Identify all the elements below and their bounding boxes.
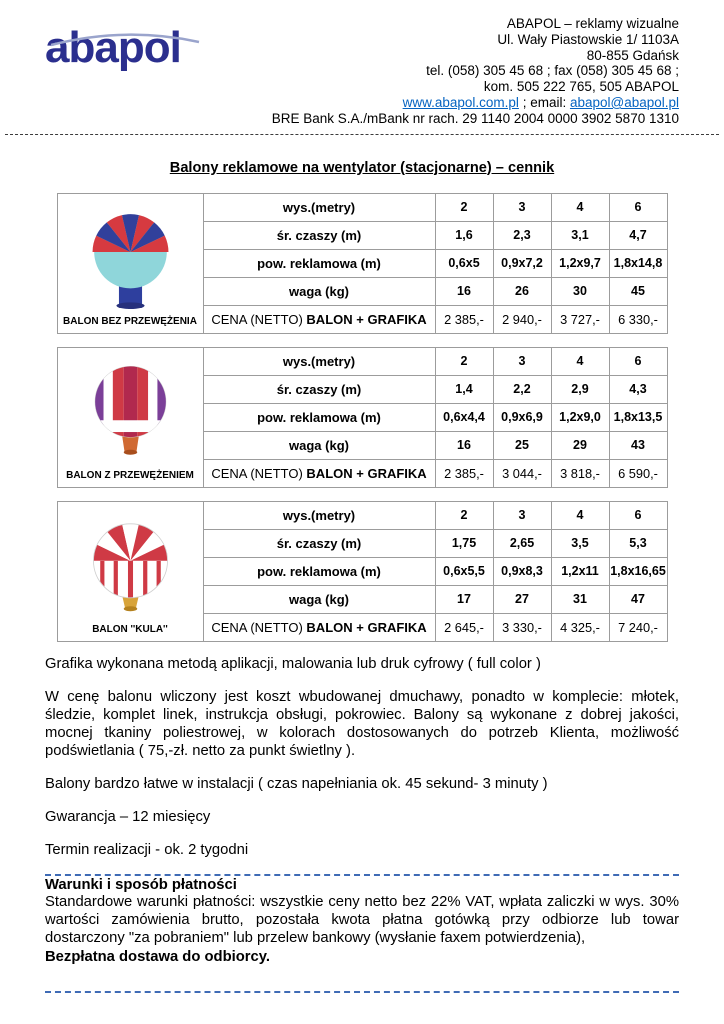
value-cell: 26 — [493, 277, 551, 305]
row-label-cell: wys.(metry) — [203, 193, 435, 221]
value-cell: 2,9 — [551, 375, 609, 403]
city-line: 80-855 Gdańsk — [586, 47, 679, 63]
value-cell: 1,6 — [435, 221, 493, 249]
row-label-cell: śr. czaszy (m) — [203, 529, 435, 557]
table-row — [57, 193, 667, 221]
balloon-label: BALON ''KULA'' — [92, 624, 168, 636]
table-row — [57, 347, 667, 375]
row-label-cell — [203, 459, 435, 487]
balloon2-image — [80, 348, 181, 470]
value-cell: 30 — [551, 277, 609, 305]
row-label-prefix: CENA (NETTO) — [211, 311, 307, 327]
balloon1-image — [81, 194, 180, 316]
paragraph-cena-balonu: W cenę balonu wliczony jest koszt wbudowanej dmuchawy, ponadto w komplecie: młotek, śledzie, komplet linek, instrukcja obsługi, pokrowiec. Balony są wykonane z dobrej jakości, mocnej tkaniny poliestrowej, w kolorach dostosowanych do potrzeb Klienta, możliwość podświetlania ( 75,-zł. netto za punkt świetlny ). — [45, 688, 679, 759]
value-cell: 4 — [551, 347, 609, 375]
logo-swoosh-icon — [47, 32, 203, 48]
row-label-cell: waga (kg) — [203, 585, 435, 613]
header-separator-line — [5, 134, 719, 135]
payment-terms-text: Standardowe warunki płatności: wszystkie ceny netto bez 22% VAT, wpłata zaliczki w wys. 30% wartości zamówienia brutto, pozostała kwota płatna gotówką przy odbiorze lub towar dostarczony "za pobraniem" lub przelew bankowy (wysłanie faxem potwierdzenia), — [45, 893, 679, 947]
email-link[interactable]: abapol@abapol.pl — [569, 94, 679, 110]
street-line: Ul. Wały Piastowskie 1/ 1103A — [497, 31, 679, 47]
row-label-cell: śr. czaszy (m) — [203, 375, 435, 403]
links-line — [272, 95, 679, 111]
links-separator-text: ; email: — [518, 94, 570, 110]
paragraph-termin-realizacji: Termin realizacji - ok. 2 tygodni — [45, 841, 249, 858]
value-cell: 3 818,- — [551, 459, 609, 487]
value-cell: 2,3 — [493, 221, 551, 249]
row-label-prefix: CENA (NETTO) — [211, 619, 307, 635]
value-cell: 1,4 — [435, 375, 493, 403]
value-cell: 16 — [435, 431, 493, 459]
value-cell: 0,9x6,9 — [493, 403, 551, 431]
value-cell: 27 — [493, 585, 551, 613]
value-cell: 0,9x8,3 — [493, 557, 551, 585]
value-cell: 1,2x11 — [551, 557, 609, 585]
value-cell: 2,2 — [493, 375, 551, 403]
row-label-cell: pow. reklamowa (m) — [203, 249, 435, 277]
value-cell: 43 — [609, 431, 667, 459]
balloon-cell — [57, 501, 203, 641]
balloon3-image — [80, 502, 181, 624]
value-cell: 3,1 — [551, 221, 609, 249]
row-label-cell: pow. reklamowa (m) — [203, 403, 435, 431]
value-cell: 2 385,- — [435, 459, 493, 487]
row-label-cell: wys.(metry) — [203, 347, 435, 375]
value-cell: 2 385,- — [435, 305, 493, 333]
row-label-cell: pow. reklamowa (m) — [203, 557, 435, 585]
value-cell: 6 590,- — [609, 459, 667, 487]
row-label-prefix: CENA (NETTO) — [211, 465, 307, 481]
price-table-balon-kula — [45, 501, 679, 642]
paragraph-instalacja: Balony bardzo łatwe w instalacji ( czas napełniania ok. 45 sekund- 3 minuty ) — [45, 775, 548, 792]
value-cell: 31 — [551, 585, 609, 613]
value-cell: 6 — [609, 347, 667, 375]
paragraph-grafika: Grafika wykonana metodą aplikacji, malowania lub druk cyfrowy ( full color ) — [45, 655, 541, 672]
row-label-cell: waga (kg) — [203, 277, 435, 305]
payment-heading: Warunki i sposób płatności — [45, 876, 237, 893]
company-name-line: ABAPOL – reklamy wizualne — [506, 16, 679, 31]
logo-text: abapol — [45, 23, 181, 72]
row-label-cell — [203, 613, 435, 641]
table-row — [57, 501, 667, 529]
row-label-cell — [203, 305, 435, 333]
value-cell: 47 — [609, 585, 667, 613]
value-cell: 2,65 — [493, 529, 551, 557]
paragraph-gwarancja: Gwarancja – 12 miesięcy — [45, 808, 211, 825]
value-cell: 0,6x5,5 — [435, 557, 493, 585]
row-label-cell: wys.(metry) — [203, 501, 435, 529]
value-cell: 0,6x5 — [435, 249, 493, 277]
row-label-bold: BALON + GRAFIKA — [306, 619, 427, 635]
value-cell: 1,2x9,0 — [551, 403, 609, 431]
value-cell: 3,5 — [551, 529, 609, 557]
value-cell: 16 — [435, 277, 493, 305]
value-cell: 3 — [493, 501, 551, 529]
value-cell: 0,6x4,4 — [435, 403, 493, 431]
value-cell: 2 — [435, 501, 493, 529]
balloon-cell — [57, 347, 203, 487]
value-cell: 1,8x14,8 — [609, 249, 667, 277]
value-cell: 3 — [493, 193, 551, 221]
value-cell: 3 330,- — [493, 613, 551, 641]
value-cell: 1,2x9,7 — [551, 249, 609, 277]
row-label-bold: BALON + GRAFIKA — [306, 465, 427, 481]
page-title: Balony reklamowe na wentylator (stacjonarne) – cennik — [169, 159, 555, 176]
payment-separator-top — [45, 874, 679, 876]
value-cell: 1,75 — [435, 529, 493, 557]
value-cell: 4 — [551, 193, 609, 221]
contact-block — [272, 14, 679, 127]
price-table — [57, 347, 668, 488]
phone-fax-line: tel. (058) 305 45 68 ; fax (058) 305 45 68 ; — [426, 63, 679, 79]
value-cell: 1,8x13,5 — [609, 403, 667, 431]
value-cell: 2 940,- — [493, 305, 551, 333]
value-cell: 1,8x16,65 — [609, 557, 667, 585]
row-label-cell: śr. czaszy (m) — [203, 221, 435, 249]
value-cell: 3 044,- — [493, 459, 551, 487]
payment-separator-bottom — [45, 991, 679, 993]
value-cell: 4 325,- — [551, 613, 609, 641]
bank-account-line: BRE Bank S.A./mBank nr rach. 29 1140 2004 0000 3902 5870 1310 — [271, 110, 679, 126]
value-cell: 17 — [435, 585, 493, 613]
row-label-cell: waga (kg) — [203, 431, 435, 459]
website-link[interactable]: www.abapol.com.pl — [402, 94, 519, 110]
row-label-bold: BALON + GRAFIKA — [306, 311, 427, 327]
value-cell: 7 240,- — [609, 613, 667, 641]
value-cell: 6 330,- — [609, 305, 667, 333]
price-table-balon-bez-przewezenia — [45, 193, 679, 334]
balloon-cell — [57, 193, 203, 333]
value-cell: 4,3 — [609, 375, 667, 403]
balloon-label: BALON Z PRZEWĘŻENIEM — [66, 470, 194, 482]
free-delivery-line: Bezpłatna dostawa do odbiorcy. — [45, 949, 270, 966]
value-cell: 4,7 — [609, 221, 667, 249]
value-cell: 6 — [609, 501, 667, 529]
value-cell: 45 — [609, 277, 667, 305]
mobile-line: kom. 505 222 765, 505 ABAPOL — [483, 79, 679, 95]
price-table — [57, 501, 668, 642]
price-table — [57, 193, 668, 334]
value-cell: 0,9x7,2 — [493, 249, 551, 277]
value-cell: 3 727,- — [551, 305, 609, 333]
value-cell: 5,3 — [609, 529, 667, 557]
price-table-balon-z-przewezeniem — [45, 347, 679, 488]
balloon-label: BALON BEZ PRZEWĘŻENIA — [63, 316, 197, 328]
value-cell: 6 — [609, 193, 667, 221]
value-cell: 2 645,- — [435, 613, 493, 641]
abapol-logo — [45, 14, 245, 70]
header — [45, 14, 679, 127]
value-cell: 3 — [493, 347, 551, 375]
value-cell: 2 — [435, 347, 493, 375]
value-cell: 29 — [551, 431, 609, 459]
value-cell: 2 — [435, 193, 493, 221]
value-cell: 25 — [493, 431, 551, 459]
value-cell: 4 — [551, 501, 609, 529]
